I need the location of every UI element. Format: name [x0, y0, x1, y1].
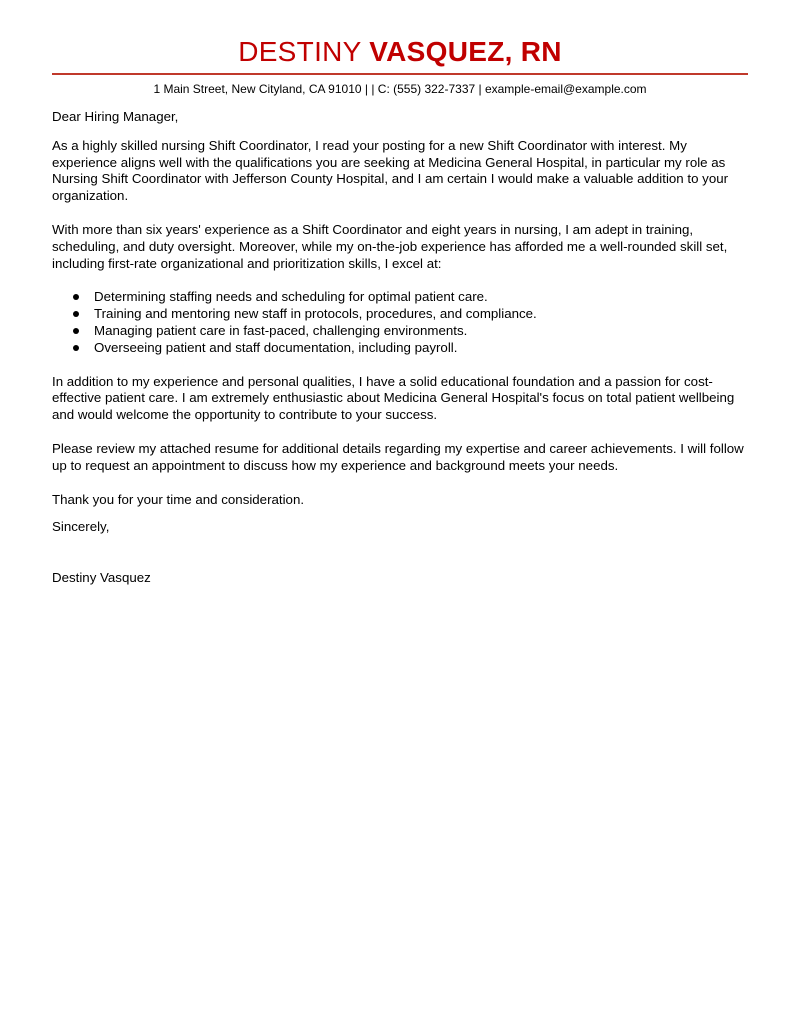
body-paragraph-1: As a highly skilled nursing Shift Coordinator, I read your posting for a new Shift Coordinator with interest. My experience aligns well with the qualifications you are seeking at Medicina General Hospital, in particular my role as Nursing Shift Coordinator with Jefferson County Hospital, and I am certain I would make a valuable addition to your organization.	[52, 137, 729, 204]
bullet-icon	[73, 294, 79, 300]
list-item	[52, 289, 752, 306]
list-item	[52, 323, 752, 340]
bullet-icon	[73, 328, 79, 334]
applicant-last-name: VASQUEZ, RN	[369, 36, 562, 67]
list-item-text: Managing patient care in fast-paced, challenging environments.	[94, 322, 468, 338]
list-item-text: Training and mentoring new staff in protocols, procedures, and compliance.	[94, 306, 537, 322]
list-item	[52, 306, 752, 323]
applicant-first-name: DESTINY	[238, 36, 362, 67]
body-paragraph-2: With more than six years' experience as a Shift Coordinator and eight years in nursing, I am adept in training, scheduling, and duty oversight. Moreover, while my on-the-job experience has afforded me a well-rounded skill set, including first-rate organizational and prioritization skills, I excel at:	[52, 221, 728, 271]
signature-name: Destiny Vasquez	[52, 570, 151, 586]
contact-line: 1 Main Street, New Cityland, CA 91010 | | C: (555) 322-7337 | example-email@example.com	[153, 82, 647, 96]
letter-body	[52, 109, 752, 587]
list-item-text: Overseeing patient and staff documentation, including payroll.	[94, 339, 458, 355]
thanks-line: Thank you for your time and consideration.	[52, 491, 305, 507]
body-paragraph-3: In addition to my experience and personal qualities, I have a solid educational foundation and a passion for cost-effective patient care. I am extremely enthusiastic about Medicina General Hospital's focus on total patient wellbeing and would welcome the opportunity to contribute to your success.	[52, 373, 735, 423]
body-paragraph-4: Please review my attached resume for additional details regarding my expertise and career achievements. I will follow up to request an appointment to discuss how my experience and background meets your needs.	[52, 440, 744, 473]
applicant-name	[0, 34, 800, 70]
closing-line: Sincerely,	[52, 519, 110, 535]
list-item	[52, 340, 752, 357]
bullet-icon	[73, 345, 79, 351]
header-divider	[52, 73, 748, 75]
bullet-icon	[73, 311, 79, 317]
list-item-text: Determining staffing needs and scheduling for optimal patient care.	[94, 289, 488, 305]
skills-list	[52, 289, 752, 356]
salutation: Dear Hiring Manager,	[52, 109, 179, 124]
